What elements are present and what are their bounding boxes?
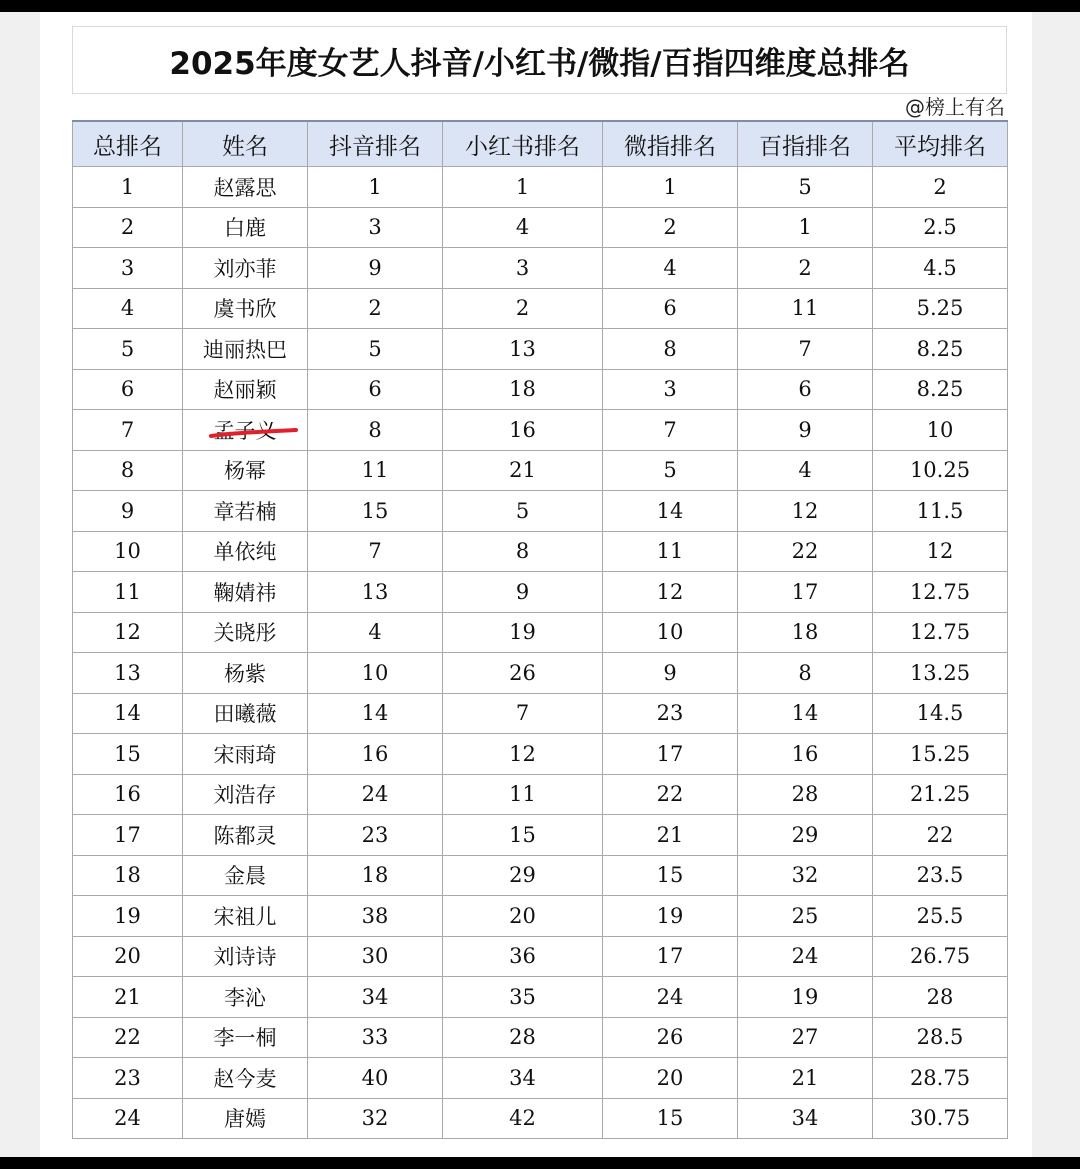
table-row [73, 288, 1008, 329]
weizhi-rank-cell: 22 [603, 774, 738, 815]
baizhi-rank-cell: 34 [738, 1098, 873, 1139]
header-row [73, 121, 1008, 167]
name-cell: 宋祖儿 [183, 896, 308, 937]
douyin-rank-cell: 4 [308, 612, 443, 653]
total-rank-cell: 5 [73, 329, 183, 370]
name-cell: 关晓彤 [183, 612, 308, 653]
col-header-xiaohongshu-rank: 小红书排名 [443, 121, 603, 167]
xiaohongshu-rank-cell: 9 [443, 572, 603, 613]
xiaohongshu-rank-cell: 28 [443, 1017, 603, 1058]
baizhi-rank-cell: 21 [738, 1058, 873, 1099]
xiaohongshu-rank-cell: 13 [443, 329, 603, 370]
weizhi-rank-cell: 11 [603, 531, 738, 572]
weizhi-rank-cell: 6 [603, 288, 738, 329]
name-cell: 迪丽热巴 [183, 329, 308, 370]
table-row [73, 1017, 1008, 1058]
weizhi-rank-cell: 24 [603, 977, 738, 1018]
average-rank-cell: 28.75 [873, 1058, 1008, 1099]
xiaohongshu-rank-cell: 1 [443, 167, 603, 208]
name-cell: 宋雨琦 [183, 734, 308, 775]
name-cell: 刘诗诗 [183, 936, 308, 977]
col-header-weizhi-rank: 微指排名 [603, 121, 738, 167]
weizhi-rank-cell: 17 [603, 734, 738, 775]
table-row [73, 248, 1008, 289]
table-row [73, 572, 1008, 613]
weizhi-rank-cell: 19 [603, 896, 738, 937]
douyin-rank-cell: 5 [308, 329, 443, 370]
weizhi-rank-cell: 14 [603, 491, 738, 532]
average-rank-cell: 2 [873, 167, 1008, 208]
total-rank-cell: 24 [73, 1098, 183, 1139]
average-rank-cell: 23.5 [873, 855, 1008, 896]
douyin-rank-cell: 38 [308, 896, 443, 937]
average-rank-cell: 8.25 [873, 369, 1008, 410]
total-rank-cell: 2 [73, 207, 183, 248]
table-row [73, 207, 1008, 248]
name-cell: 孟子义 [183, 410, 308, 451]
weizhi-rank-cell: 3 [603, 369, 738, 410]
total-rank-cell: 8 [73, 450, 183, 491]
name-cell: 李一桐 [183, 1017, 308, 1058]
name-cell: 陈都灵 [183, 815, 308, 856]
weizhi-rank-cell: 5 [603, 450, 738, 491]
average-rank-cell: 25.5 [873, 896, 1008, 937]
douyin-rank-cell: 34 [308, 977, 443, 1018]
table-row [73, 612, 1008, 653]
name-cell: 刘浩存 [183, 774, 308, 815]
xiaohongshu-rank-cell: 8 [443, 531, 603, 572]
baizhi-rank-cell: 8 [738, 653, 873, 694]
baizhi-rank-cell: 4 [738, 450, 873, 491]
name-cell: 赵今麦 [183, 1058, 308, 1099]
total-rank-cell: 9 [73, 491, 183, 532]
xiaohongshu-rank-cell: 3 [443, 248, 603, 289]
table-body [73, 167, 1008, 1139]
douyin-rank-cell: 3 [308, 207, 443, 248]
total-rank-cell: 16 [73, 774, 183, 815]
douyin-rank-cell: 23 [308, 815, 443, 856]
total-rank-cell: 19 [73, 896, 183, 937]
xiaohongshu-rank-cell: 42 [443, 1098, 603, 1139]
baizhi-rank-cell: 2 [738, 248, 873, 289]
douyin-rank-cell: 33 [308, 1017, 443, 1058]
table-row [73, 774, 1008, 815]
average-rank-cell: 28 [873, 977, 1008, 1018]
douyin-rank-cell: 15 [308, 491, 443, 532]
weizhi-rank-cell: 17 [603, 936, 738, 977]
left-margin [0, 12, 40, 1157]
xiaohongshu-rank-cell: 7 [443, 693, 603, 734]
weizhi-rank-cell: 8 [603, 329, 738, 370]
table-row [73, 896, 1008, 937]
ranking-table [72, 120, 1008, 1139]
total-rank-cell: 7 [73, 410, 183, 451]
average-rank-cell: 2.5 [873, 207, 1008, 248]
col-header-douyin-rank: 抖音排名 [308, 121, 443, 167]
average-rank-cell: 15.25 [873, 734, 1008, 775]
right-margin [1032, 12, 1080, 1157]
baizhi-rank-cell: 29 [738, 815, 873, 856]
weizhi-rank-cell: 15 [603, 855, 738, 896]
table-row [73, 977, 1008, 1018]
douyin-rank-cell: 1 [308, 167, 443, 208]
col-header-average-rank: 平均排名 [873, 121, 1008, 167]
weizhi-rank-cell: 15 [603, 1098, 738, 1139]
xiaohongshu-rank-cell: 29 [443, 855, 603, 896]
top-black-bar [0, 0, 1080, 12]
table-row [73, 167, 1008, 208]
weizhi-rank-cell: 9 [603, 653, 738, 694]
total-rank-cell: 11 [73, 572, 183, 613]
total-rank-cell: 22 [73, 1017, 183, 1058]
baizhi-rank-cell: 27 [738, 1017, 873, 1058]
douyin-rank-cell: 8 [308, 410, 443, 451]
weizhi-rank-cell: 26 [603, 1017, 738, 1058]
baizhi-rank-cell: 32 [738, 855, 873, 896]
weizhi-rank-cell: 10 [603, 612, 738, 653]
average-rank-cell: 30.75 [873, 1098, 1008, 1139]
xiaohongshu-rank-cell: 11 [443, 774, 603, 815]
weizhi-rank-cell: 21 [603, 815, 738, 856]
average-rank-cell: 12.75 [873, 612, 1008, 653]
name-cell: 田曦薇 [183, 693, 308, 734]
name-cell: 李沁 [183, 977, 308, 1018]
weizhi-rank-cell: 2 [603, 207, 738, 248]
baizhi-rank-cell: 6 [738, 369, 873, 410]
xiaohongshu-rank-cell: 35 [443, 977, 603, 1018]
table-row [73, 531, 1008, 572]
average-rank-cell: 26.75 [873, 936, 1008, 977]
average-rank-cell: 8.25 [873, 329, 1008, 370]
name-cell: 赵露思 [183, 167, 308, 208]
baizhi-rank-cell: 11 [738, 288, 873, 329]
douyin-rank-cell: 7 [308, 531, 443, 572]
name-cell: 刘亦菲 [183, 248, 308, 289]
name-cell: 唐嫣 [183, 1098, 308, 1139]
average-rank-cell: 28.5 [873, 1017, 1008, 1058]
average-rank-cell: 14.5 [873, 693, 1008, 734]
average-rank-cell: 10 [873, 410, 1008, 451]
col-header-baizhi-rank: 百指排名 [738, 121, 873, 167]
table-row [73, 329, 1008, 370]
average-rank-cell: 12 [873, 531, 1008, 572]
total-rank-cell: 20 [73, 936, 183, 977]
xiaohongshu-rank-cell: 2 [443, 288, 603, 329]
table-row [73, 855, 1008, 896]
name-cell: 赵丽颖 [183, 369, 308, 410]
table-row [73, 1058, 1008, 1099]
bottom-black-bar [0, 1157, 1080, 1169]
douyin-rank-cell: 14 [308, 693, 443, 734]
xiaohongshu-rank-cell: 12 [443, 734, 603, 775]
weizhi-rank-cell: 23 [603, 693, 738, 734]
total-rank-cell: 4 [73, 288, 183, 329]
douyin-rank-cell: 30 [308, 936, 443, 977]
weizhi-rank-cell: 12 [603, 572, 738, 613]
baizhi-rank-cell: 28 [738, 774, 873, 815]
name-cell: 杨紫 [183, 653, 308, 694]
xiaohongshu-rank-cell: 21 [443, 450, 603, 491]
baizhi-rank-cell: 22 [738, 531, 873, 572]
total-rank-cell: 18 [73, 855, 183, 896]
sheet-title: 2025年度女艺人抖音/小红书/微指/百指四维度总排名 [72, 26, 1007, 94]
baizhi-rank-cell: 14 [738, 693, 873, 734]
douyin-rank-cell: 13 [308, 572, 443, 613]
douyin-rank-cell: 2 [308, 288, 443, 329]
table-row [73, 936, 1008, 977]
average-rank-cell: 21.25 [873, 774, 1008, 815]
col-header-total-rank: 总排名 [73, 121, 183, 167]
average-rank-cell: 22 [873, 815, 1008, 856]
douyin-rank-cell: 18 [308, 855, 443, 896]
xiaohongshu-rank-cell: 20 [443, 896, 603, 937]
xiaohongshu-rank-cell: 15 [443, 815, 603, 856]
weizhi-rank-cell: 7 [603, 410, 738, 451]
baizhi-rank-cell: 9 [738, 410, 873, 451]
xiaohongshu-rank-cell: 4 [443, 207, 603, 248]
name-cell: 杨幂 [183, 450, 308, 491]
total-rank-cell: 14 [73, 693, 183, 734]
douyin-rank-cell: 9 [308, 248, 443, 289]
douyin-rank-cell: 40 [308, 1058, 443, 1099]
baizhi-rank-cell: 17 [738, 572, 873, 613]
name-cell: 虞书欣 [183, 288, 308, 329]
xiaohongshu-rank-cell: 19 [443, 612, 603, 653]
baizhi-rank-cell: 25 [738, 896, 873, 937]
name-cell: 白鹿 [183, 207, 308, 248]
total-rank-cell: 3 [73, 248, 183, 289]
table-row [73, 369, 1008, 410]
table-row [73, 693, 1008, 734]
table-row [73, 450, 1008, 491]
average-rank-cell: 5.25 [873, 288, 1008, 329]
xiaohongshu-rank-cell: 18 [443, 369, 603, 410]
baizhi-rank-cell: 24 [738, 936, 873, 977]
total-rank-cell: 17 [73, 815, 183, 856]
weizhi-rank-cell: 4 [603, 248, 738, 289]
total-rank-cell: 6 [73, 369, 183, 410]
xiaohongshu-rank-cell: 34 [443, 1058, 603, 1099]
weizhi-rank-cell: 20 [603, 1058, 738, 1099]
average-rank-cell: 13.25 [873, 653, 1008, 694]
total-rank-cell: 23 [73, 1058, 183, 1099]
weizhi-rank-cell: 1 [603, 167, 738, 208]
douyin-rank-cell: 32 [308, 1098, 443, 1139]
total-rank-cell: 21 [73, 977, 183, 1018]
xiaohongshu-rank-cell: 16 [443, 410, 603, 451]
baizhi-rank-cell: 16 [738, 734, 873, 775]
baizhi-rank-cell: 19 [738, 977, 873, 1018]
total-rank-cell: 12 [73, 612, 183, 653]
total-rank-cell: 10 [73, 531, 183, 572]
douyin-rank-cell: 6 [308, 369, 443, 410]
douyin-rank-cell: 11 [308, 450, 443, 491]
average-rank-cell: 10.25 [873, 450, 1008, 491]
total-rank-cell: 15 [73, 734, 183, 775]
douyin-rank-cell: 10 [308, 653, 443, 694]
name-cell: 章若楠 [183, 491, 308, 532]
baizhi-rank-cell: 7 [738, 329, 873, 370]
average-rank-cell: 11.5 [873, 491, 1008, 532]
table-row [73, 1098, 1008, 1139]
baizhi-rank-cell: 12 [738, 491, 873, 532]
douyin-rank-cell: 16 [308, 734, 443, 775]
xiaohongshu-rank-cell: 5 [443, 491, 603, 532]
name-cell: 鞠婧祎 [183, 572, 308, 613]
table-row [73, 491, 1008, 532]
table-row [73, 815, 1008, 856]
credit-label: @榜上有名 [905, 95, 1005, 119]
col-header-name: 姓名 [183, 121, 308, 167]
baizhi-rank-cell: 1 [738, 207, 873, 248]
xiaohongshu-rank-cell: 36 [443, 936, 603, 977]
table-row [73, 734, 1008, 775]
baizhi-rank-cell: 18 [738, 612, 873, 653]
table-row [73, 410, 1008, 451]
name-cell: 金晨 [183, 855, 308, 896]
xiaohongshu-rank-cell: 26 [443, 653, 603, 694]
douyin-rank-cell: 24 [308, 774, 443, 815]
average-rank-cell: 12.75 [873, 572, 1008, 613]
total-rank-cell: 1 [73, 167, 183, 208]
name-cell: 单依纯 [183, 531, 308, 572]
baizhi-rank-cell: 5 [738, 167, 873, 208]
table-row [73, 653, 1008, 694]
total-rank-cell: 13 [73, 653, 183, 694]
average-rank-cell: 4.5 [873, 248, 1008, 289]
